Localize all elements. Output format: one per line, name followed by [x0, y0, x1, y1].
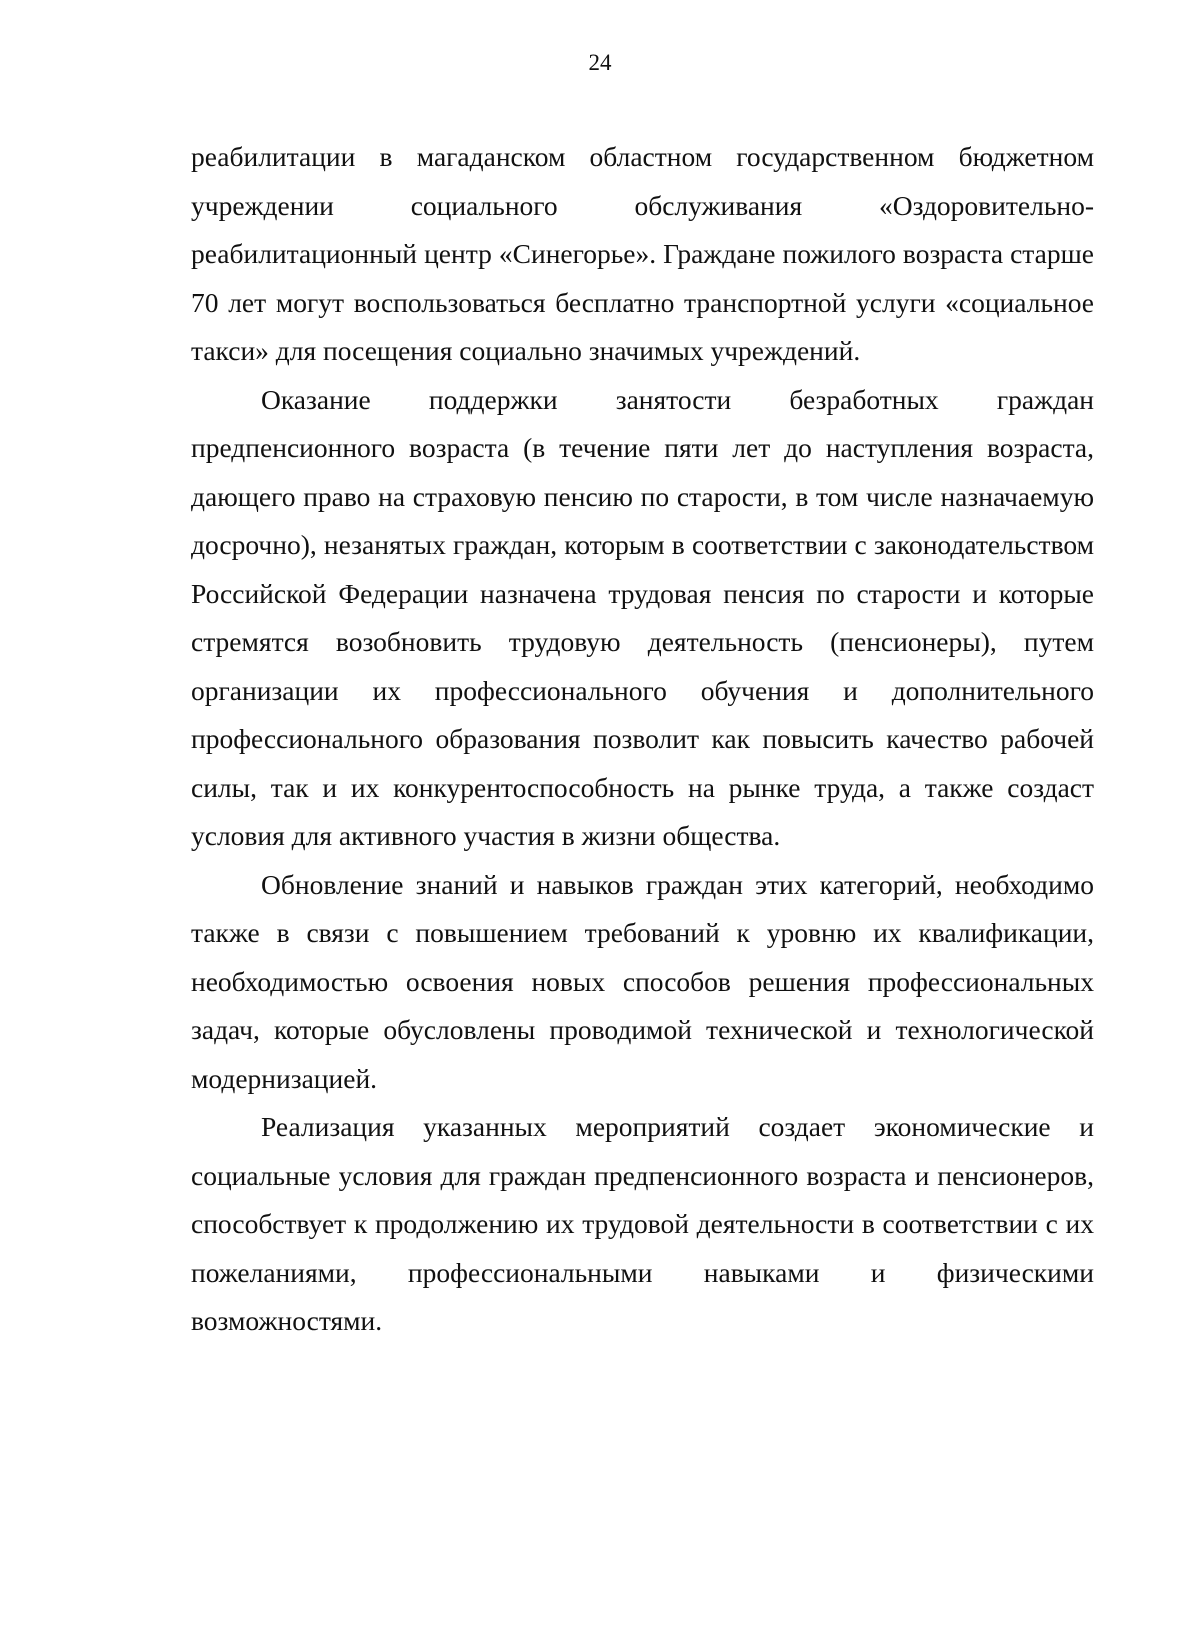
- page-number: 24: [588, 50, 612, 75]
- paragraph-employment-support: Оказание поддержки занятости безработных граждан предпенсионного возраста (в течение пяти лет до наступления возраста, дающего право на страховую пенсию по старости, в том числе назначаемую досрочно), незанятых граждан, которым в соответствии с законодательством Российской Федерации назначена трудовая пенсия по старости и которые стремятся возобновить трудовую деятельность (пенсионеры), путем организации их профессионального обучения и дополнительного профессионального образования позволит как повысить качество рабочей силы, так и их конкурентоспособность на рынке труда, а также создаст условия для активного участия в жизни общества.: [191, 383, 1094, 851]
- document-body: [191, 133, 1094, 1346]
- paragraph-skills-update: Обновление знаний и навыков граждан этих категорий, необходимо также в связи с повышением требований к уровню их квалификации, необходимостью освоения новых способов решения профессиональных задач, которые обусловлены проводимой технической и технологической модернизацией.: [191, 868, 1094, 1094]
- paragraph-continuation: реабилитации в магаданском областном государственном бюджетном учреждении социального обслуживания «Оздоровительно-реабилитационный центр «Синегорье». Граждане пожилого возраста старше 70 лет могут воспользоваться бесплатно транспортной услуги «социальное такси» для посещения социально значимых учреждений.: [191, 141, 1094, 366]
- paragraph-implementation: Реализация указанных мероприятий создает экономические и социальные условия для граждан предпенсионного возраста и пенсионеров, способствует к продолжению их трудовой деятельности в соответствии с их пожеланиями, профессиональными навыками и физическими возможностями.: [191, 1111, 1094, 1336]
